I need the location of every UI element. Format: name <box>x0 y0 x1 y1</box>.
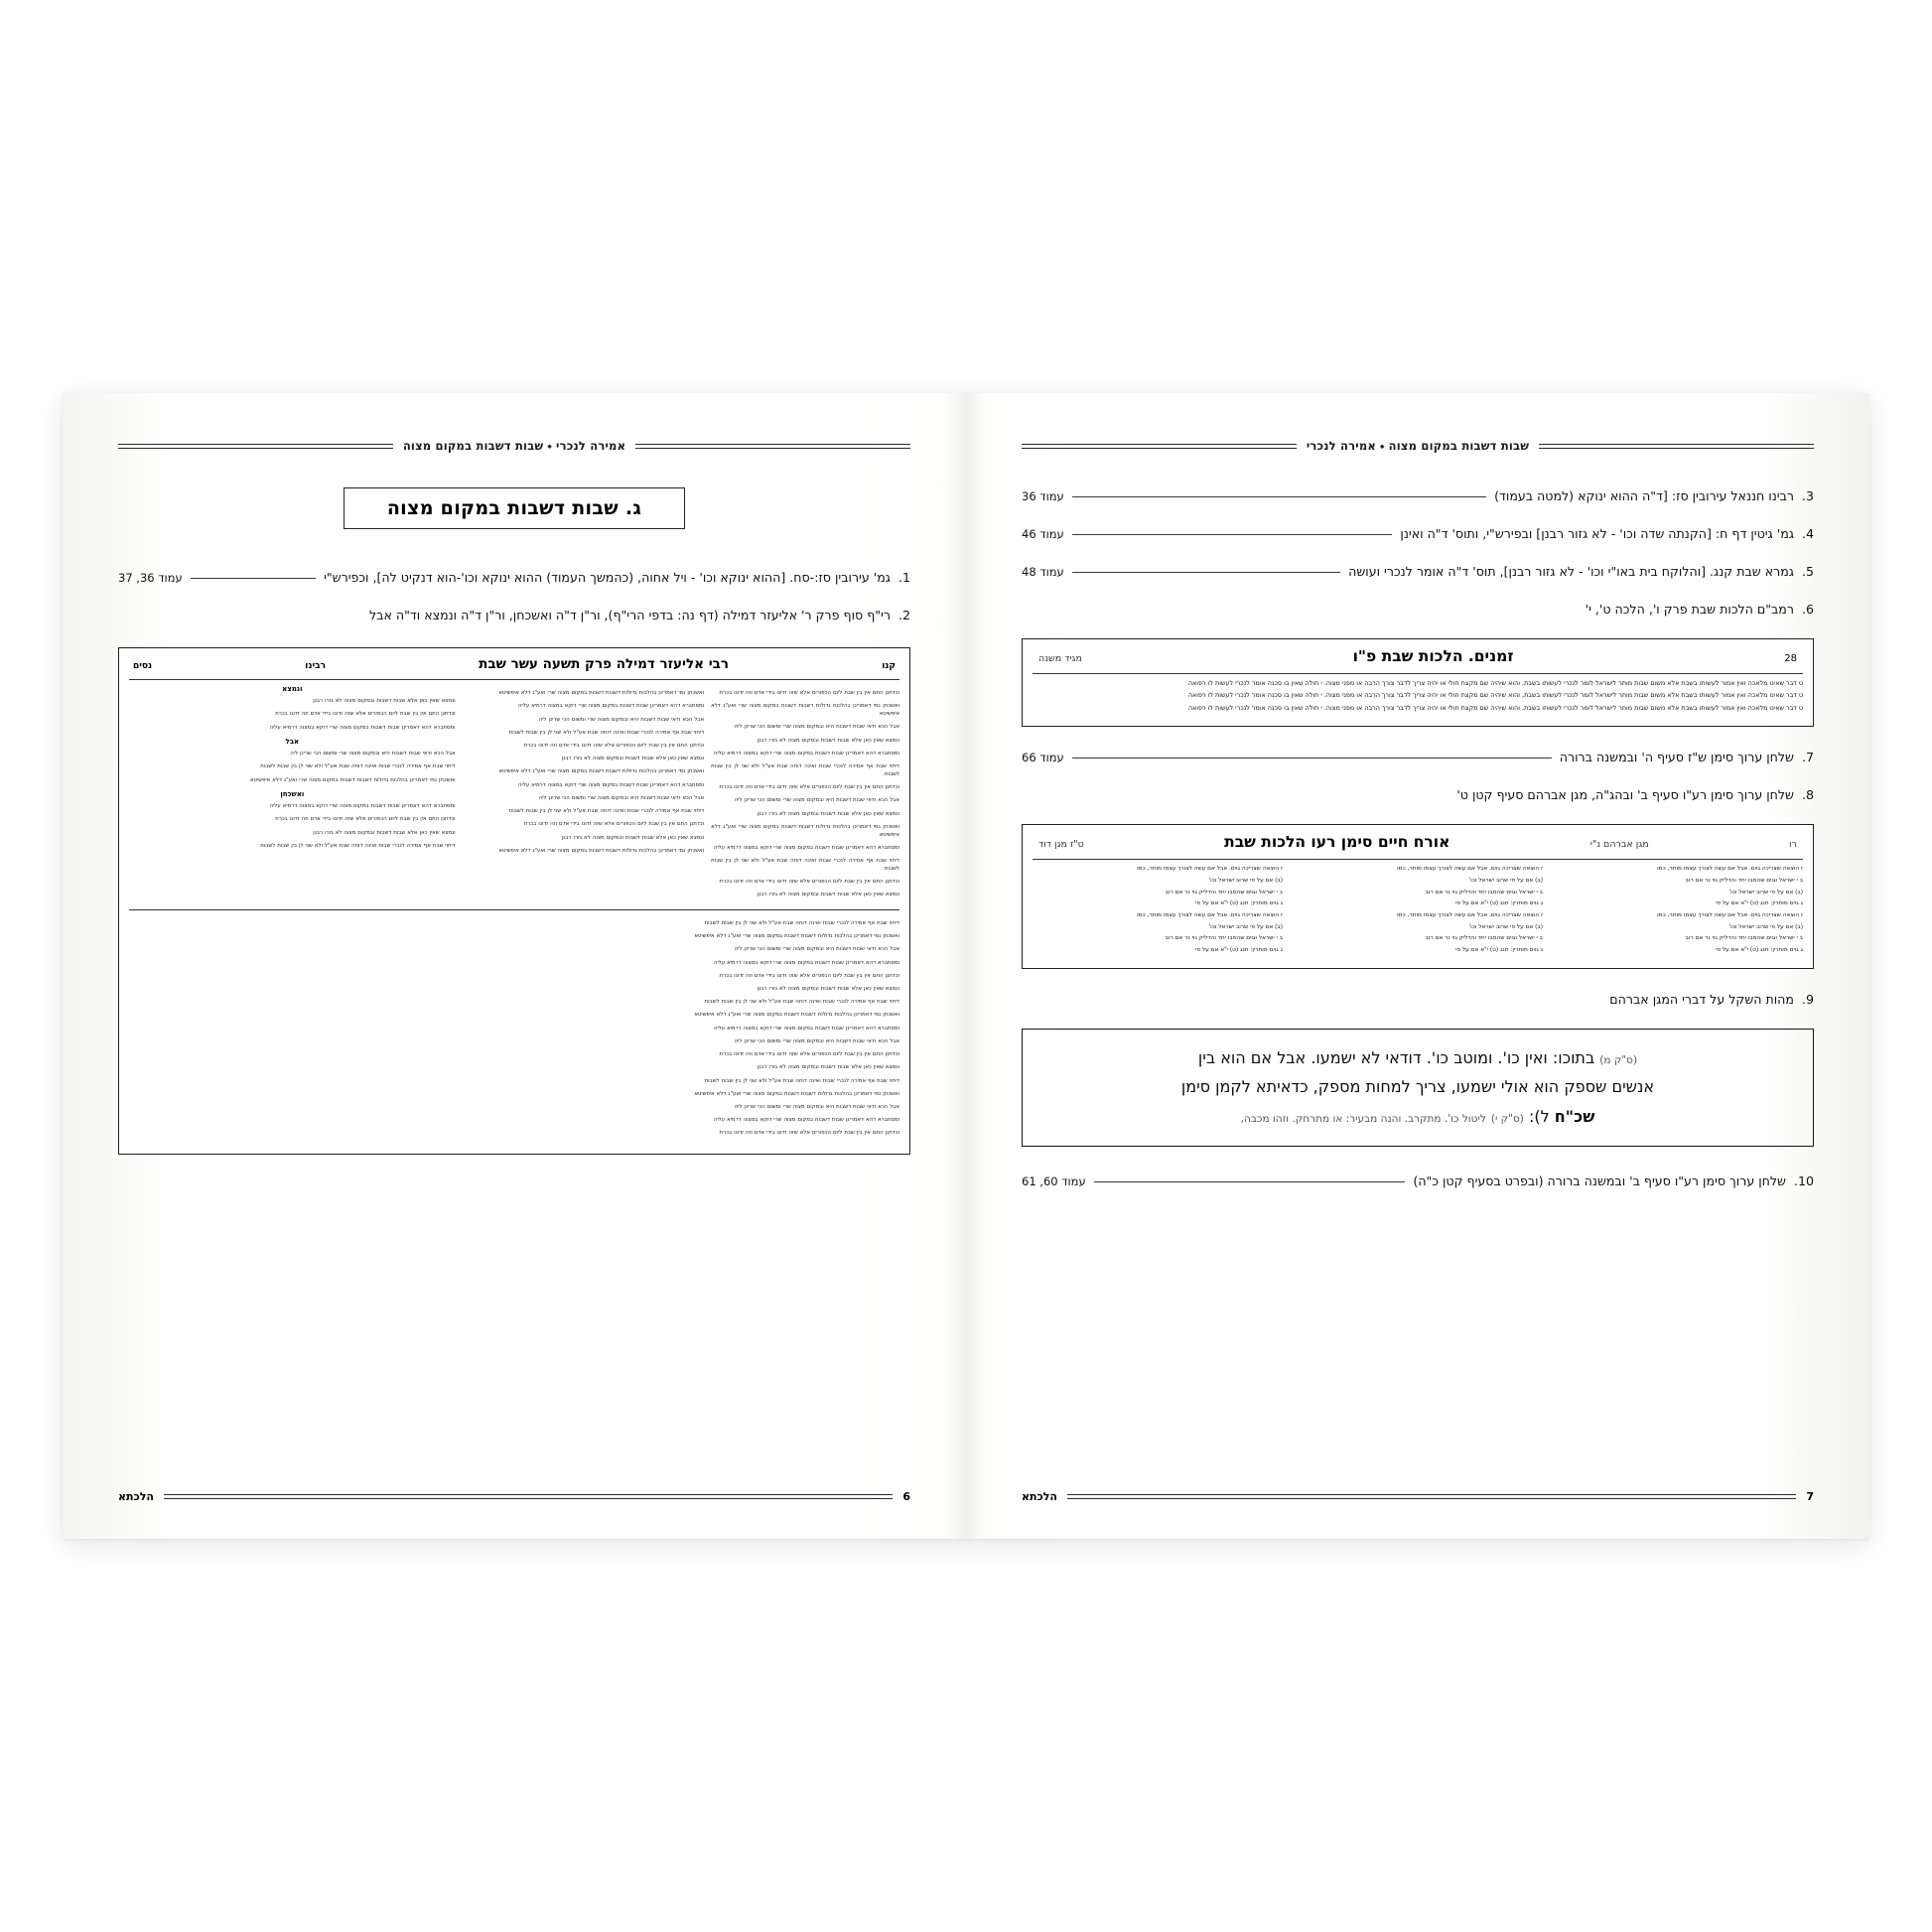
toc-number: 7. <box>1801 750 1814 765</box>
facsimile-tur-head-right: רו <box>1789 839 1797 851</box>
facs-frag: (ב) אם על פי שרוב ישראל וכו' <box>1208 923 1283 930</box>
facsimile-commentary-text <box>711 690 899 899</box>
facs-frag: וכדתנן התם אין בין שבת ליום הכפורים אלא שזה זדונו בידי אדם וזה זדונו בכרת <box>719 784 899 791</box>
facs-frag: ז הוצאה שצריכה גוים. אבל אם עשה לצורך עצמו מותר, כמו <box>1137 911 1283 918</box>
toc-entry <box>1022 563 1814 582</box>
facsimile-tur-page <box>1022 824 1814 969</box>
facs-frag: וכדתנן התם אין בין שבת ליום הכפורים אלא שזה זדונו בידי אדם וזה זדונו בכרת <box>719 879 899 886</box>
folio-number: 6 <box>902 1490 910 1503</box>
toc-label: גמ' גיטין דף ח: [הקנתה שדה וכו' - לא גזור רבנן] ובפירש"י, ותוס' ד"ה ואינן <box>1400 525 1794 541</box>
toc-leader <box>1072 496 1486 497</box>
toc-label: שלחן ערוך סימן רע"ו סעיף ב' ובמשנה ברורה (ובפרט בסעיף קטן כ"ה) <box>1413 1173 1786 1189</box>
facs-frag: ונמצא שאין כאן אלא שבות דשבות ובמקום מצוה לא גזרו רבנן <box>313 829 456 836</box>
highlighted-quote-box <box>1022 1029 1814 1148</box>
facs-frag: ב י ישראל וגוים שהסבו יחד והדליק גוי נר אם רוב <box>1685 877 1803 884</box>
facs-frag: ואשכחן נמי דאמרינן בהלכות גדולות דשבות דשבות במקום מצוה שרי ואע"ג דלא איפשיטא <box>249 776 456 783</box>
facs-frag: ז הוצאה שצריכה גוים. אבל אם עשה לצורך עצמו מותר, כמו <box>1657 911 1803 918</box>
facsimile-header-left-1: רבינו <box>305 660 327 671</box>
facs-frag: אבל הכא ודאי שבות דשבות היא ובמקום מצוה שרי ומשום הכי שרינן ליה <box>538 794 705 801</box>
folio-rule <box>1067 1494 1796 1499</box>
toc-leader <box>1072 534 1393 535</box>
facs-frag: ב י ישראל וגוים שהסבו יחד והדליק גוי נר אם רוב <box>1165 935 1283 942</box>
toc-number: 2. <box>897 607 910 622</box>
folio-number: 7 <box>1806 1490 1814 1503</box>
toc-amud: עמוד 48 <box>1022 564 1064 579</box>
toc-number: 5. <box>1801 563 1814 579</box>
facs-frag: דיחוי שבת אף אמירה לנכרי שבות ואינה דוחה שבת אע"ל ולא שני לן בין שבות לשבות <box>704 999 899 1006</box>
toc-entry <box>1022 1173 1814 1191</box>
toc-number: 3. <box>1801 488 1814 503</box>
facsimile-rambam-label-right: מגיד משנה <box>1038 652 1082 664</box>
running-head-rule-left <box>118 444 393 449</box>
toc-entry <box>1022 786 1814 805</box>
quote-ref-2: (ס"ק י) <box>1490 1112 1524 1125</box>
running-head-rule-right <box>635 444 910 449</box>
facsimile-tur-head-left: ט"ז מגן דוד <box>1038 839 1084 851</box>
facs-frag: דיחוי שבת אף אמירה לנכרי שבות ואינה דוחה שבת אע"ל ולא שני לן בין שבות לשבות <box>260 763 456 770</box>
facs-frag: וכדתנן התם אין בין שבת ליום הכפורים אלא שזה זדונו בידי אדם וזה זדונו בכרת <box>523 821 705 828</box>
facsimile-rambam-title: זמנים. הלכות שבת פ"ו <box>1352 646 1514 665</box>
toc-label: שלחן ערוך סימן רע"ו סעיף ב' ובהג"ה, מגן אברהם סעיף קטן ט' <box>1456 787 1794 803</box>
facsimile-ran-text <box>129 698 456 732</box>
facs-frag: ונמצא שאין כאן אלא שבות דשבות ובמקום מצוה לא גזרו רבנן <box>313 698 456 705</box>
book-spread <box>63 393 1869 1539</box>
facs-frag: וכדתנן התם אין בין שבת ליום הכפורים אלא שזה זדונו בידי אדם וזה זדונו בכרת <box>719 1051 899 1058</box>
toc-label: שלחן ערוך סימן ש"ז סעיף ה' ובמשנה ברורה <box>1559 750 1794 765</box>
toc-leader <box>1094 1181 1406 1182</box>
facs-frag: ב י ישראל וגוים שהסבו יחד והדליק גוי נר אם רוב <box>1425 889 1543 896</box>
facs-frag: ז הוצאה שצריכה גוים. אבל אם עשה לצורך עצמו מותר, כמו <box>1397 866 1543 873</box>
facs-frag: ואשכחן נמי דאמרינן בהלכות גדולות דשבות דשבות במקום מצוה שרי ואע"ג דלא איפשיטא <box>711 823 899 838</box>
toc-label: רבינו חננאל עירובין סז: [ד"ה ההוא ינוקא (למטה בעמוד) <box>1494 488 1794 503</box>
folio-word: הלכתא <box>1022 1490 1057 1503</box>
facsimile-col-label-3: ואשכחן <box>280 789 305 798</box>
toc-entry <box>1022 601 1814 620</box>
toc-entry <box>118 607 910 625</box>
toc-number: 10. <box>1793 1173 1814 1189</box>
facsimile-ran-text-2 <box>129 751 456 784</box>
facs-frag: ב י ישראל וגוים שהסבו יחד והדליק גוי נר אם רוב <box>1165 889 1283 896</box>
facsimile-tur-title: אורח חיים סימן רעו הלכות שבת <box>1224 833 1450 852</box>
facs-frag: ואשכחן נמי דאמרינן בהלכות גדולות דשבות דשבות במקום מצוה שרי ואע"ג דלא איפשיטא <box>498 768 705 775</box>
facs-frag: ז הוצאה שצריכה גוים. אבל אם עשה לצורך עצמו מותר, כמו <box>1657 866 1803 873</box>
quote-siman: שכ"ח <box>1554 1106 1595 1126</box>
toc-number: 8. <box>1801 787 1814 803</box>
facs-frag: ונמצא שאין כאן אלא שבות דשבות ובמקום מצוה לא גזרו רבנן <box>757 1064 899 1071</box>
facsimile-rambam-body <box>1033 679 1803 714</box>
facs-frag: דיחוי שבת אף אמירה לנכרי שבות ואינה דוחה שבת אע"ל ולא שני לן בין שבות לשבות <box>704 1077 899 1084</box>
quote-text-4: ליטול כו'. מתקרב. והנה מבעיר: או מתרחק. וזהו מכבה, <box>1240 1112 1486 1125</box>
toc-label: גמרא שבת קנג. [והלוקח בית באו"י וכו' - לא גזור רבנן], תוס' ד"ה אומר לנכרי ועושה <box>1348 563 1794 579</box>
facs-frag: ומסתברא דהא דאמרינן שבות דשבות במקום מצוה שרי דוקא במצוה דרמיא עליה <box>713 750 899 757</box>
left-page-folio <box>1022 1490 1814 1503</box>
facsimile-rambam-header <box>1033 647 1803 669</box>
facsimile-divider-bottom <box>129 909 899 910</box>
facs-frag: אבל הכא ודאי שבות דשבות היא ובמקום מצוה שרי ומשום הכי שרינן ליה <box>734 946 899 953</box>
facsimile-ran-text-3 <box>129 803 456 850</box>
facs-frag: (ב) אם על פי שרוב ישראל וכו' <box>1468 923 1543 930</box>
facs-frag: ונמצא שאין כאן אלא שבות דשבות ובמקום מצוה לא גזרו רבנן <box>561 834 705 841</box>
facsimile-rambam-divider <box>1033 673 1803 674</box>
facsimile-column-outer <box>711 685 899 905</box>
toc-amud: עמוד 36 <box>1022 489 1064 503</box>
quote-siman-rest: ל): <box>1528 1106 1550 1126</box>
facs-frag: וכדתנן התם אין בין שבת ליום הכפורים אלא שזה זדונו בידי אדם וזה זדונו בכרת <box>719 690 899 697</box>
facs-frag: ומסתברא דהא דאמרינן שבות דשבות במקום מצוה שרי דוקא במצוה דרמיא עליה <box>518 703 705 710</box>
facsimile-column-middle <box>463 685 704 905</box>
toc-number: 9. <box>1801 991 1814 1007</box>
facs-frag: ואשכחן נמי דאמרינן בהלכות גדולות דשבות דשבות במקום מצוה שרי ואע"ג דלא איפשיטא <box>694 1090 899 1097</box>
facsimile-footer-text <box>129 915 899 1144</box>
facs-frag: אבל הכא ודאי שבות דשבות היא ובמקום מצוה שרי ומשום הכי שרינן ליה <box>734 1037 899 1044</box>
toc-entry <box>1022 991 1814 1010</box>
facsimile-header-left-2: נסים <box>133 660 153 671</box>
facs-frag: ז הוצאה שצריכה גוים. אבל אם עשה לצורך עצמו מותר, כמו <box>1397 911 1543 918</box>
right-page <box>63 393 966 1539</box>
facsimile-rambam-text-3: ט דבר שאינו מלאכה ואין אמור לעשותו בשבת אלא משום שבות מותר לישראל לומר לנכרי לעשותו בשבת, והוא שיהיה שם מקצת חולי או יהיה צריך לדבר צורך הרבה או מפני מצוה. י חולה שאין בו סכנה אומר לנכרי לעשות לו רפואה <box>1187 703 1803 712</box>
facs-frag: ומסתברא דהא דאמרינן שבות דשבות במקום מצוה שרי דוקא במצוה דרמיא עליה <box>269 724 456 731</box>
facs-frag: ואשכחן נמי דאמרינן בהלכות גדולות דשבות דשבות במקום מצוה שרי ואע"ג דלא איפשיטא <box>694 1012 899 1019</box>
running-head-rule-left <box>1022 444 1297 449</box>
toc-leader <box>191 578 316 579</box>
facsimile-columns <box>129 685 899 905</box>
toc-label: מהות השקל על דברי המגן אברהם <box>1609 991 1794 1007</box>
facs-frag: ג גוים מותרין: תנג (ט) י"א אם על פי <box>1195 900 1283 907</box>
facs-frag: אבל הכא ודאי שבות דשבות היא ובמקום מצוה שרי ומשום הכי שרינן ליה <box>734 724 899 731</box>
toc-number: 1. <box>897 570 910 585</box>
quote-line-3 <box>1040 1102 1795 1132</box>
facs-frag: דיחוי שבת אף אמירה לנכרי שבות ואינה דוחה שבת אע"ל ולא שני לן בין שבות לשבות <box>711 763 899 777</box>
toc-amud: עמוד 60, 61 <box>1022 1174 1086 1189</box>
facsimile-column-inner <box>129 685 456 905</box>
quote-ref-1: (ס"ק מ) <box>1599 1053 1638 1066</box>
facsimile-rambam-text-2: ט דבר שאינו מלאכה ואין אמור לעשותו בשבת אלא משום שבות מותר לישראל לומר לנכרי לעשותו בשבת, והוא שיהיה שם מקצת חולי או יהיה צריך לדבר צורך הרבה או מפני מצוה. י חולה שאין בו סכנה אומר לנכרי לעשות לו רפואה <box>1187 691 1803 700</box>
toc-leader <box>1072 758 1552 759</box>
running-head-text: שבות דשבות במקום מצוה ⬩ אמירה לנכרי <box>1306 439 1530 453</box>
facs-frag: וכדתנן התם אין בין שבת ליום הכפורים אלא שזה זדונו בידי אדם וזה זדונו בכרת <box>275 816 456 823</box>
facs-frag: ואשכחן נמי דאמרינן בהלכות גדולות דשבות דשבות במקום מצוה שרי ואע"ג דלא איפשיטא <box>498 690 705 697</box>
facs-frag: ומסתברא דהא דאמרינן שבות דשבות במקום מצוה שרי דוקא במצוה דרמיא עליה <box>713 959 899 966</box>
facs-frag: ב י ישראל וגוים שהסבו יחד והדליק גוי נר אם רוב <box>1685 935 1803 942</box>
facsimile-rif-page <box>118 647 910 1155</box>
facs-frag: ג גוים מותרין: תנג (ט) י"א אם על פי <box>1455 946 1543 953</box>
facs-frag: ומסתברא דהא דאמרינן שבות דשבות במקום מצוה שרי דוקא במצוה דרמיא עליה <box>713 1025 899 1032</box>
facs-frag: ומסתברא דהא דאמרינן שבות דשבות במקום מצוה שרי דוקא במצוה דרמיא עליה <box>713 844 899 851</box>
facs-frag: ונמצא שאין כאן אלא שבות דשבות ובמקום מצוה לא גזרו רבנן <box>757 737 899 744</box>
facsimile-rambam-text: ט דבר שאינו מלאכה ואין אמור לעשותו בשבת אלא משום שבות מותר לישראל לומר לנכרי לעשותו בשבת, והוא שיהיה שם מקצת חולי או יהיה צריך לדבר צורך הרבה או מפני מצוה. י חולה שאין בו סכנה אומר לנכרי לעשות לו רפואה <box>1187 678 1803 687</box>
toc-leader <box>1072 572 1340 573</box>
quote-line-1 <box>1040 1043 1795 1073</box>
toc-number: 4. <box>1801 525 1814 541</box>
running-head-rule-right <box>1539 444 1814 449</box>
facsimile-tur-body <box>1033 865 1803 958</box>
facs-frag: דיחוי שבת אף אמירה לנכרי שבות ואינה דוחה שבת אע"ל ולא שני לן בין שבות לשבות <box>711 858 899 872</box>
facs-frag: אבל הכא ודאי שבות דשבות היא ובמקום מצוה שרי ומשום הכי שרינן ליה <box>734 1104 899 1110</box>
facsimile-tur-header <box>1033 833 1803 855</box>
facs-frag: דיחוי שבת אף אמירה לנכרי שבות ואינה דוחה שבת אע"ל ולא שני לן בין שבות לשבות <box>704 919 899 926</box>
right-page-folio <box>118 1490 910 1503</box>
left-page-running-head <box>1022 439 1814 454</box>
facs-frag: ומסתברא דהא דאמרינן שבות דשבות במקום מצוה שרי דוקא במצוה דרמיא עליה <box>518 781 705 788</box>
quote-text-1: בתוכו: ואין כו'. ומוטב כו'. דודאי לא ישמעו. אבל אם הוא בין <box>1197 1047 1595 1067</box>
right-page-running-head <box>118 439 910 454</box>
facsimile-tur-divider <box>1033 859 1803 860</box>
folio-rule <box>164 1494 893 1499</box>
toc-label: גמ' עירובין סז:-סח. [ההוא ינוקא וכו' - ויל אחוה, (כהמשך העמוד) ההוא ינוקא וכו'-הוא דנקיט לה], וכפירש"י <box>324 570 891 585</box>
facs-frag: ונמצא שאין כאן אלא שבות דשבות ובמקום מצוה לא גזרו רבנן <box>561 756 705 762</box>
running-head-text: אמירה לנכרי ⬩ שבות דשבות במקום מצוה <box>402 439 626 453</box>
section-title: ג. שבות דשבות במקום מצוה <box>344 487 685 529</box>
facs-frag: ונמצא שאין כאן אלא שבות דשבות ובמקום מצוה לא גזרו רבנן <box>757 986 899 993</box>
toc-number: 6. <box>1801 601 1814 617</box>
toc-amud: עמוד 66 <box>1022 751 1064 765</box>
facs-frag: ואשכחן נמי דאמרינן בהלכות גדולות דשבות דשבות במקום מצוה שרי ואע"ג דלא איפשיטא <box>694 933 899 940</box>
facsimile-header <box>129 656 899 675</box>
facs-frag: ונמצא שאין כאן אלא שבות דשבות ובמקום מצוה לא גזרו רבנן <box>757 892 899 898</box>
facs-frag: ואשכחן נמי דאמרינן בהלכות גדולות דשבות דשבות במקום מצוה שרי ואע"ג דלא איפשיטא <box>711 703 899 718</box>
toc-entry <box>1022 487 1814 506</box>
facs-frag: ג גוים מותרין: תנג (ט) י"א אם על פי <box>1716 946 1803 953</box>
facs-frag: ואשכחן נמי דאמרינן בהלכות גדולות דשבות דשבות במקום מצוה שרי ואע"ג דלא איפשיטא <box>498 847 705 854</box>
facsimile-tur-head-magen: מגן אברהם נ"י <box>1589 839 1649 851</box>
facs-frag: וכדתנן התם אין בין שבת ליום הכפורים אלא שזה זדונו בידי אדם וזה זדונו בכרת <box>719 1130 899 1137</box>
left-page <box>966 393 1869 1539</box>
toc-label: רי"ף סוף פרק ר' אליעזר דמילה (דף נה: בדפי הרי"ף), ור"ן ד"ה ואשכחן, ור"ן ד"ה ונמצא וד"ה אבל <box>369 607 891 622</box>
facs-frag: אבל הכא ודאי שבות דשבות היא ובמקום מצוה שרי ומשום הכי שרינן ליה <box>734 797 899 804</box>
facs-frag: ומסתברא דהא דאמרינן שבות דשבות במקום מצוה שרי דוקא במצוה דרמיא עליה <box>713 1117 899 1124</box>
facs-frag: דיחוי שבת אף אמירה לנכרי שבות ואינה דוחה שבת אע"ל ולא שני לן בין שבות לשבות <box>508 729 705 736</box>
facs-frag: ז הוצאה שצריכה גוים. אבל אם עשה לצורך עצמו מותר, כמו <box>1137 866 1283 873</box>
facsimile-header-title: רבי אליעזר דמילה פרק תשעה עשר שבת <box>479 655 730 672</box>
facsimile-rambam-page-number: 28 <box>1784 652 1797 664</box>
facs-frag: וכדתנן התם אין בין שבת ליום הכפורים אלא שזה זדונו בידי אדם וזה זדונו בכרת <box>719 972 899 979</box>
facs-frag: ונמצא שאין כאן אלא שבות דשבות ובמקום מצוה לא גזרו רבנן <box>757 810 899 817</box>
facs-frag: ומסתברא דהא דאמרינן שבות דשבות במקום מצוה שרי דוקא במצוה דרמיא עליה <box>269 803 456 810</box>
facs-frag: דיחוי שבת אף אמירה לנכרי שבות ואינה דוחה שבת אע"ל ולא שני לן בין שבות לשבות <box>260 842 456 849</box>
toc-label: רמב"ם הלכות שבת פרק ו', הלכה ט', י' <box>1585 601 1794 617</box>
facs-frag: ב י ישראל וגוים שהסבו יחד והדליק גוי נר אם רוב <box>1425 935 1543 942</box>
toc-entry <box>1022 749 1814 767</box>
facs-frag: ג גוים מותרין: תנג (ט) י"א אם על פי <box>1195 946 1283 953</box>
folio-word: הלכתא <box>118 1490 154 1503</box>
toc-amud: עמוד 36, 37 <box>118 571 183 585</box>
toc-amud: עמוד 46 <box>1022 526 1064 541</box>
quote-line-2: אנשים שספק הוא אולי ישמעו, צריך למחות מספק, כדאיתא לקמן סימן <box>1180 1077 1655 1097</box>
facs-frag: (ב) אם על פי שרוב ישראל וכו' <box>1728 889 1803 896</box>
facs-frag: (ב) אם על פי שרוב ישראל וכו' <box>1728 923 1803 930</box>
facs-frag: ג גוים מותרין: תנג (ט) י"א אם על פי <box>1716 900 1803 907</box>
facsimile-divider <box>129 679 899 680</box>
facsimile-rambam-page <box>1022 638 1814 728</box>
toc-entry <box>1022 525 1814 544</box>
facs-frag: וכדתנן התם אין בין שבת ליום הכפורים אלא שזה זדונו בידי אדם וזה זדונו בכרת <box>523 743 705 750</box>
facs-frag: אבל הכא ודאי שבות דשבות היא ובמקום מצוה שרי ומשום הכי שרינן ליה <box>290 751 456 758</box>
facsimile-header-right: קנו <box>882 660 896 671</box>
toc-entry <box>118 569 910 588</box>
facs-frag: אבל הכא ודאי שבות דשבות היא ובמקום מצוה שרי ומשום הכי שרינן ליה <box>538 716 705 723</box>
facs-frag: וכדתנן התם אין בין שבת ליום הכפורים אלא שזה זדונו בידי אדם וזה זדונו בכרת <box>275 711 456 718</box>
facs-frag: ג גוים מותרין: תנג (ט) י"א אם על פי <box>1455 900 1543 907</box>
facs-frag: (ב) אם על פי שרוב ישראל וכו' <box>1208 877 1283 884</box>
facsimile-main-text <box>463 690 704 855</box>
facs-frag: (ב) אם על פי שרוב ישראל וכו' <box>1468 877 1543 884</box>
facsimile-col-label-2: אבל <box>285 737 300 746</box>
facs-frag: דיחוי שבת אף אמירה לנכרי שבות ואינה דוחה שבת אע"ל ולא שני לן בין שבות לשבות <box>508 808 705 815</box>
facsimile-col-label-1: ונמצא <box>282 684 303 693</box>
